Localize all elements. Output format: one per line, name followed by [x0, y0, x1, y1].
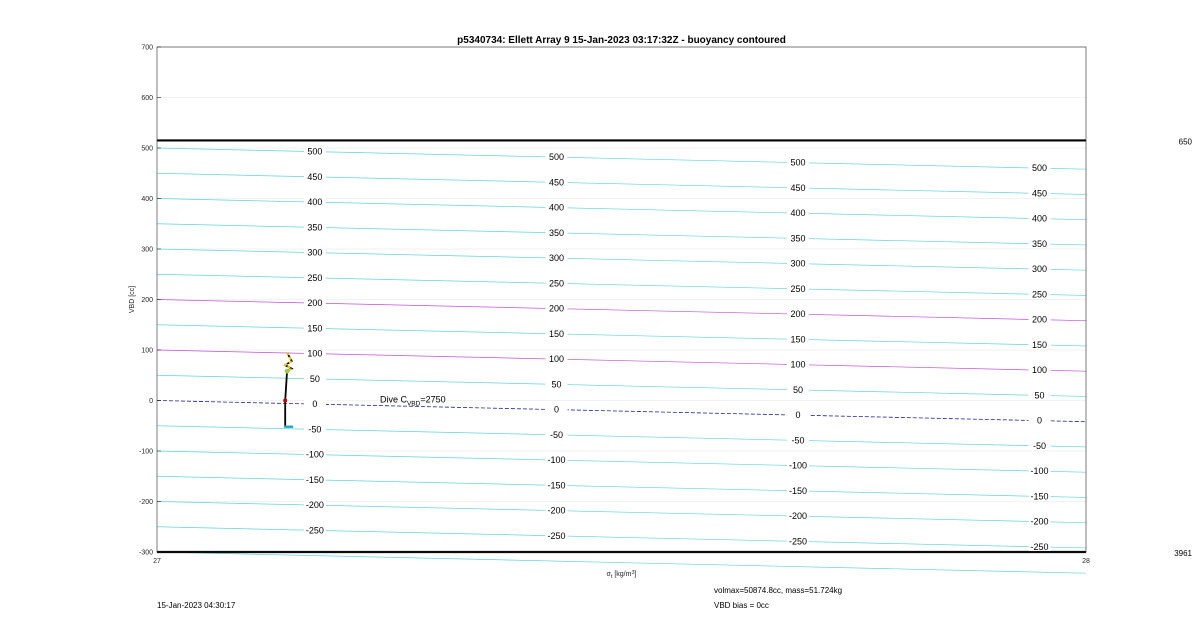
contour-label: 150 — [307, 323, 323, 334]
contour-label: -200 — [1030, 516, 1049, 527]
contour-label: 350 — [790, 233, 806, 244]
contour-line — [157, 224, 1086, 245]
dive-trace-zero-marker — [283, 399, 287, 403]
contour-label: 150 — [548, 328, 564, 339]
contour-label: 100 — [790, 359, 806, 370]
x-tick-label: 27 — [153, 558, 161, 565]
contour-label: 200 — [307, 298, 323, 309]
contour-label: 200 — [1032, 314, 1048, 325]
footer-volmax-mass: volmax=50874.8cc, mass=51.724kg — [714, 586, 843, 595]
contour-line — [157, 502, 1086, 523]
contour-lines — [157, 148, 1086, 573]
contour-line — [157, 173, 1086, 194]
contour-label: 400 — [307, 197, 323, 208]
contour-label: 50 — [1034, 390, 1045, 401]
y-tick-label: 500 — [141, 145, 153, 153]
x-axis-label: $\sigma_t$ $[kg/m^3]$ — [606, 570, 637, 580]
chart-title: p5340734: Ellett Array 9 15-Jan-2023 03:17:32Z - buoyancy contoured — [457, 35, 786, 46]
dive-trace-start-marker — [285, 369, 290, 374]
y-tick-label: 700 — [141, 44, 153, 52]
contour-label: -100 — [789, 460, 808, 471]
y-axis-label: VBD [cc] — [129, 285, 136, 314]
contour-label: 0 — [795, 410, 801, 421]
contour-label: -50 — [308, 424, 322, 435]
footer-vbd-bias: VBD bias = 0cc — [714, 601, 769, 610]
contour-label: 350 — [548, 227, 564, 238]
contour-line — [157, 350, 1086, 371]
contour-label: 300 — [548, 253, 564, 264]
contour-line — [157, 476, 1086, 497]
contour-label: 300 — [1032, 264, 1048, 275]
dive-cvbd-annotation: Dive $C_{VBD}=2750$ — [379, 394, 446, 408]
contour-label: -250 — [789, 536, 808, 547]
contour-line — [157, 451, 1086, 472]
contour-line — [157, 401, 1086, 422]
contour-line — [157, 148, 1086, 169]
y-tick-label: 400 — [141, 196, 153, 203]
y-tick-label: 200 — [141, 297, 153, 304]
contour-line — [157, 199, 1086, 220]
contour-label: -250 — [1030, 541, 1049, 552]
contour-label: -150 — [1030, 491, 1049, 502]
contour-label: 50 — [309, 373, 320, 384]
contour-label: 150 — [1032, 339, 1048, 350]
contour-label: 400 — [1032, 213, 1048, 224]
contour-label: -150 — [305, 474, 324, 485]
contour-label: -50 — [549, 429, 563, 440]
y-tick-label: 600 — [141, 95, 153, 102]
limit-line-label: 650 — [1178, 137, 1192, 147]
contour-label: -100 — [305, 449, 324, 460]
contour-label: -50 — [791, 435, 805, 446]
contour-label: 450 — [548, 177, 564, 188]
contour-label: 50 — [551, 379, 562, 390]
contour-label: 250 — [307, 272, 323, 283]
contour-label: 450 — [790, 182, 806, 193]
contour-label: 100 — [548, 354, 564, 365]
contour-label: -100 — [547, 455, 566, 466]
contour-label: 350 — [1032, 238, 1048, 249]
contour-line — [157, 527, 1086, 548]
contour-label: 250 — [548, 278, 564, 289]
contour-label: 0 — [553, 404, 559, 415]
contour-label: 500 — [790, 157, 806, 168]
y-tick-label: 0 — [149, 398, 153, 405]
contour-label: -150 — [547, 480, 566, 491]
contour-line — [157, 426, 1086, 447]
contour-label: -200 — [305, 500, 324, 511]
y-tick-label: -200 — [138, 499, 153, 506]
contour-label: 400 — [790, 208, 806, 219]
contour-line — [157, 274, 1086, 295]
contour-label: -250 — [305, 525, 324, 536]
x-tick-label: 28 — [1082, 558, 1090, 565]
y-tick-label: 300 — [141, 246, 153, 254]
contour-label: 0 — [1037, 415, 1043, 426]
limit-line-label: 3961 — [1174, 549, 1192, 558]
contour-label: 200 — [790, 309, 806, 320]
contour-label: 0 — [312, 399, 318, 410]
contour-label: 350 — [307, 222, 323, 233]
contour-line — [157, 249, 1086, 270]
footer-timestamp: 15-Jan-2023 04:30:17 — [157, 601, 236, 610]
contour-label: -150 — [789, 485, 808, 496]
dive-trace — [283, 353, 293, 427]
y-tick-label: -300 — [138, 549, 153, 557]
contour-labels — [304, 147, 1051, 552]
contour-label: 250 — [1032, 289, 1048, 300]
contour-label: 150 — [790, 334, 806, 345]
contour-label: 500 — [1032, 163, 1048, 174]
contour-label: -100 — [1030, 466, 1049, 477]
contour-label: -250 — [547, 530, 566, 541]
contour-label: 50 — [793, 384, 804, 395]
contour-label: 200 — [548, 303, 564, 314]
contour-label: 500 — [548, 152, 564, 163]
y-tick-label: -100 — [138, 448, 153, 456]
contour-label: 500 — [307, 146, 323, 157]
contour-label: 250 — [790, 283, 806, 294]
contour-label: 300 — [790, 258, 806, 269]
contour-label: 100 — [307, 348, 323, 359]
contour-label: 100 — [1032, 365, 1048, 376]
contour-label: -200 — [547, 505, 566, 516]
contour-label: -50 — [1033, 440, 1047, 451]
y-tick-label: 100 — [141, 347, 153, 355]
contour-label: 300 — [307, 247, 323, 258]
contour-label: -200 — [789, 511, 808, 522]
contour-line — [157, 300, 1086, 321]
contour-label: 450 — [1032, 188, 1048, 199]
contour-label: 400 — [548, 202, 564, 213]
contour-label: 450 — [307, 171, 323, 182]
contour-line — [157, 325, 1086, 346]
grid-lines — [157, 47, 1086, 552]
contour-line — [157, 375, 1086, 396]
